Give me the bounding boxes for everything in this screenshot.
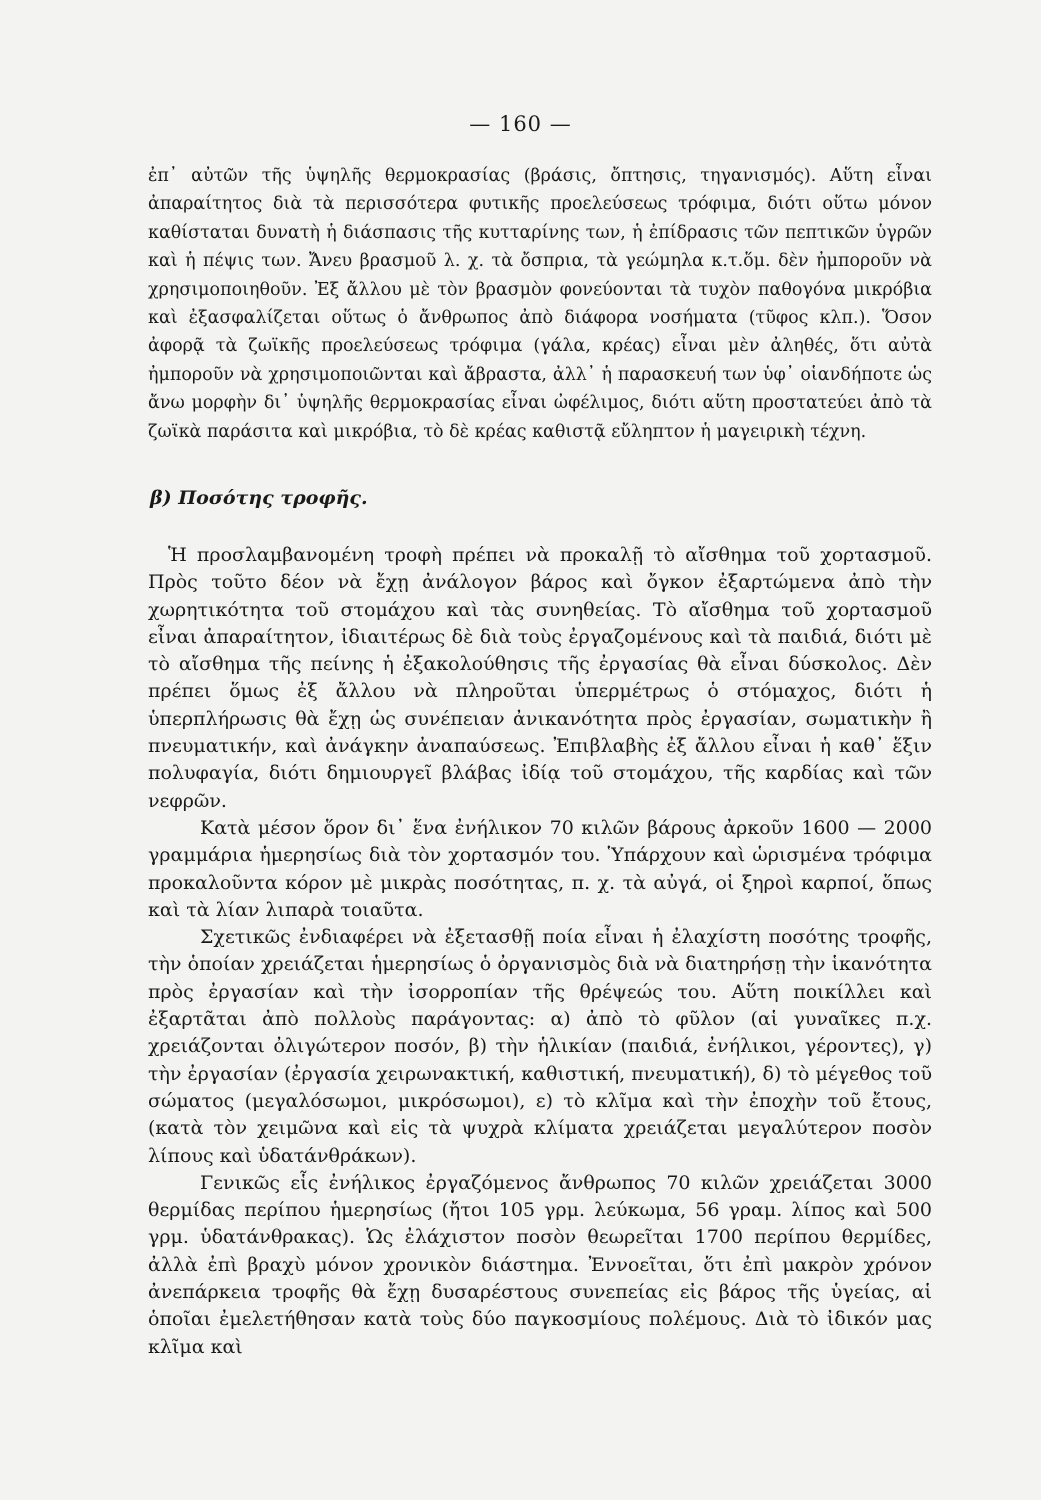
paragraph-cooking-heat: ἐπ᾽ αὐτῶν τῆς ὑψηλῆς θερμοκρασίας (βράσις, ὄπτησις, τηγανισμός). Αὕτη εἶναι ἀπαραίτητος διὰ τὰ περισσότερα φυτικῆς προελεύσεως τρόφιμα, διότι οὕτω μόνον καθίσταται δυνατὴ ἡ διάσπασις τῆς κυτταρίνης των, ἡ ἐπίδρασις τῶν πεπτικῶν ὑγρῶν καὶ ἡ πέψις των. Ἄνευ βρασμοῦ λ. χ. τὰ ὄσπρια, τὰ γεώμηλα κ.τ.ὅμ. δὲν ἠμποροῦν νὰ χρησιμοποιηθοῦν. Ἐξ ἄλλου μὲ τὸν βρασμὸν φονεύονται τὰ τυχὸν παθογόνα μικρόβια καὶ ἐξασφαλίζεται οὕτως ὁ ἄνθρωπος ἀπὸ διάφορα νοσήματα (τῦφος κλπ.). Ὅσον ἀφορᾷ τὰ ζωϊκῆς προελεύσεως τρόφιμα (γάλα, κρέας) εἶναι μὲν ἀληθές, ὅτι αὐτὰ ἠμποροῦν νὰ χρησιμοποιῶνται καὶ ἄβραστα, ἀλλ᾽ ἡ παρασκευή των ὑφ᾽ οἱανδήποτε ὡς ἄνω μορφὴν δι᾽ ὑψηλῆς θερμοκρασίας εἶναι ὠφέλιμος, διότι αὕτη προστατεύει ἀπὸ τὰ ζωϊκὰ παράσιτα καὶ μικρόβια, τὸ δὲ κρέας καθιστᾷ εὔληπτον ἡ μαγειρικὴ τέχνη. xyxy=(148,166,932,442)
page-number: — 160 — xyxy=(469,112,572,136)
section-body xyxy=(148,542,932,1361)
section-heading: β) Ποσότης τροφῆς. xyxy=(150,487,368,509)
paragraph-average-amount: Κατὰ μέσον ὅρον δι᾽ ἕνα ἐνήλικον 70 κιλῶν βάρους ἀρκοῦν 1600 — 2000 γραμμάρια ἡμερησίως διὰ τὸν χορτασμόν του. Ὑπάρχουν καὶ ὡρισμένα τρόφιμα προκαλοῦντα κόρον μὲ μικρὰς ποσότητας, π. χ. τὰ αὐγά, οἱ ξηροὶ καρποί, ὅπως καὶ τὰ λίαν λιπαρὰ τοιαῦτα. xyxy=(148,816,932,921)
paragraph-minimum-amount: Σχετικῶς ἐνδιαφέρει νὰ ἐξετασθῇ ποία εἶναι ἡ ἐλαχίστη ποσότης τροφῆς, τὴν ὁποίαν χρειάζεται ἡμερησίως ὁ ὀργανισμὸς διὰ νὰ διατηρήσῃ τὴν ἱκανότητα πρὸς ἐργασίαν καὶ τὴν ἰσορροπίαν τῆς θρέψεώς του. Αὕτη ποικίλλει καὶ ἐξαρτᾶται ἀπὸ πολλοὺς παράγοντας: α) ἀπὸ τὸ φῦλον (αἱ γυναῖκες π.χ. χρειάζονται ὀλιγώτερον ποσόν, β) τὴν ἡλικίαν (παιδιά, ἐνήλικοι, γέροντες), γ) τὴν ἐργασίαν (ἐργασία χειρωνακτική, καθιστική, πνευματική), δ) τὸ μέγεθος τοῦ σώματος (μεγαλόσωμοι, μικρόσωμοι), ε) τὸ κλῖμα καὶ τὴν ἐποχὴν τοῦ ἔτους, (κατὰ τὸν χειμῶνα καὶ εἰς τὰ ψυχρὰ κλίματα χρειάζεται μεγαλύτερον ποσὸν λίπους καὶ ὑδατάνθράκων). xyxy=(148,926,932,1167)
paragraph-satiety: Ἡ προσλαμβανομένη τροφὴ πρέπει νὰ προκαλῇ τὸ αἴσθημα τοῦ χορτασμοῦ. Πρὸς τοῦτο δέον νὰ ἔχῃ ἀνάλογον βάρος καὶ ὄγκον ἐξαρτώμενα ἀπὸ τὴν χωρητικότητα τοῦ στομάχου καὶ τὰς συνηθείας. Τὸ αἴσθημα τοῦ χορτασμοῦ εἶναι ἀπαραίτητον, ἰδιαιτέρως δὲ διὰ τοὺς ἐργαζομένους καὶ τὰ παιδιά, διότι μὲ τὸ αἴσθημα τῆς πείνης ἡ ἐξακολούθησις τῆς ἐργασίας θὰ εἶναι δύσκολος. Δὲν πρέπει ὅμως ἐξ ἄλλου νὰ πληροῦται ὑπερμέτρως ὁ στόμαχος, διότι ἡ ὑπερπλήρωσις θὰ ἔχῃ ὡς συνέπειαν ἀνικανότητα πρὸς ἐργασίαν, σωματικὴν ἢ πνευματικήν, καὶ ἀνάγκην ἀναπαύσεως. Ἐπιβλαβὴς ἐξ ἄλλου εἶναι ἡ καθ᾽ ἕξιν πολυφαγία, διότι δημιουργεῖ βλάβας ἰδίᾳ τοῦ στομάχου, τῆς καρδίας καὶ τῶν νεφρῶν. xyxy=(148,544,932,812)
paragraph-calories: Γενικῶς εἷς ἐνήλικος ἐργαζόμενος ἄνθρωπος 70 κιλῶν χρειάζεται 3000 θερμίδας περίπου ἡμερησίως (ἤτοι 105 γρμ. λεύκωμα, 56 γραμ. λίπος καὶ 500 γρμ. ὑδατάνθρακας). Ὡς ἐλάχιστον ποσὸν θεωρεῖται 1700 περίπου θερμίδες, ἀλλὰ ἐπὶ βραχὺ μόνον χρονικὸν διάστημα. Ἐννοεῖται, ὅτι ἐπὶ μακρὸν χρόνον ἀνεπάρκεια τροφῆς θὰ ἔχῃ δυσαρέστους συνεπείας εἰς βάρος τῆς ὑγείας, αἱ ὁποῖαι ἐμελετήθησαν κατὰ τοὺς δύο παγκοσμίους πολέμους. Διὰ τὸ ἰδικόν μας κλῖμα καὶ xyxy=(148,1171,932,1358)
